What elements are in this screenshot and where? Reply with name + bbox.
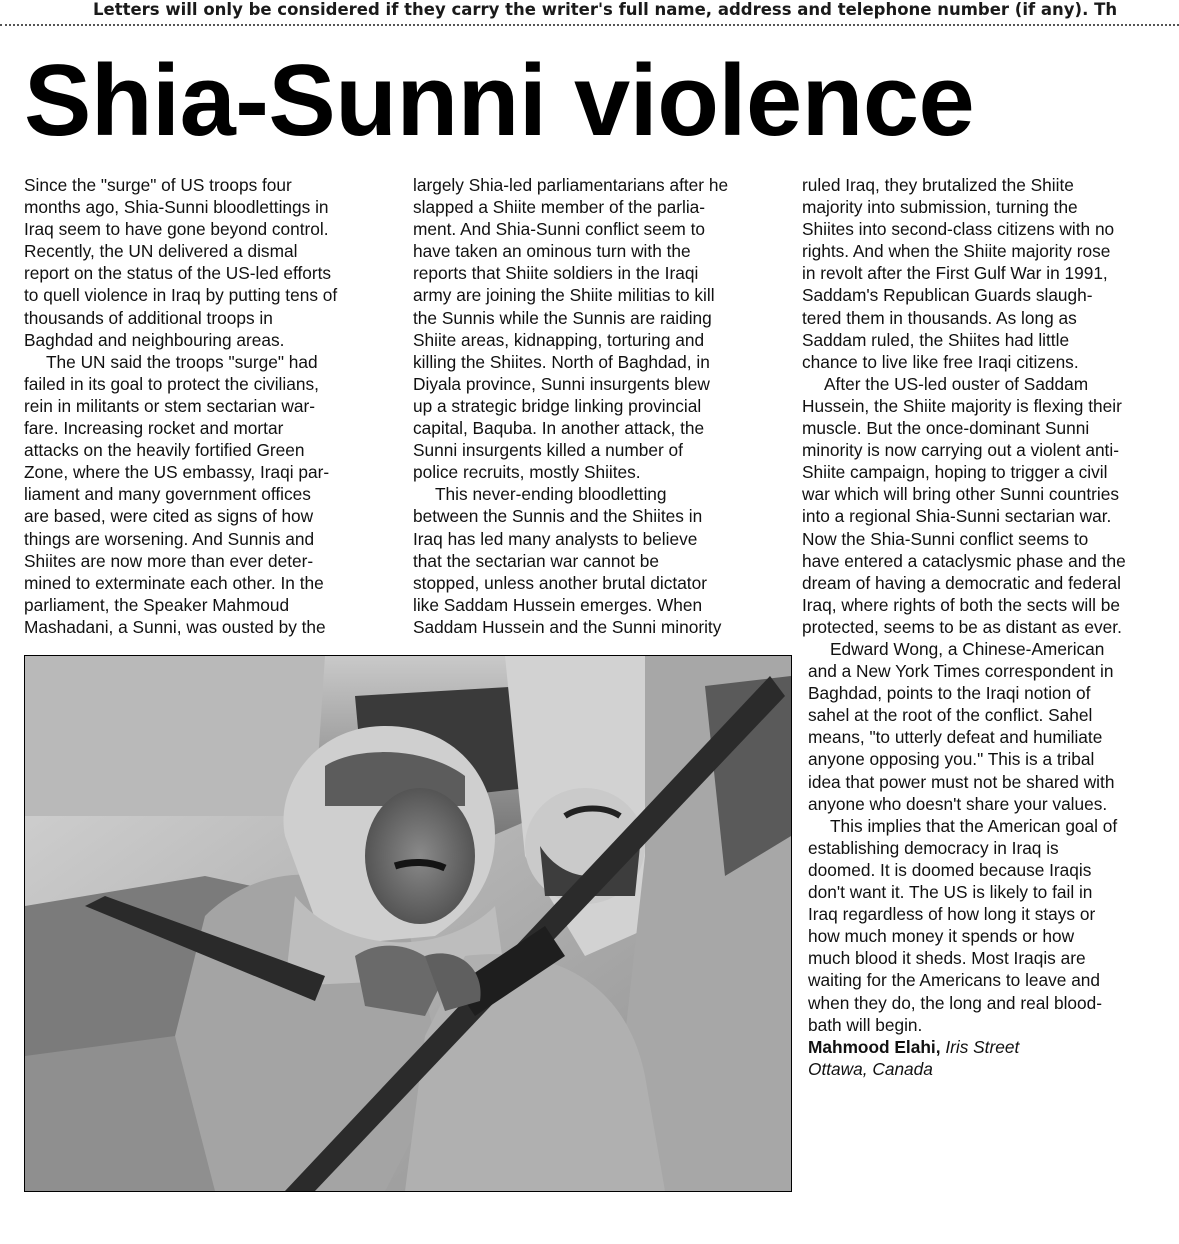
column-3-lines (808, 638, 1179, 1036)
submission-notice: Letters will only be considered if they carry the writer's full name, address and telephone number (if any). Th (93, 0, 1118, 19)
text-line: After the US-led ouster of Saddam (824, 373, 1089, 394)
signature-name: Mahmood Elahi, (808, 1036, 941, 1057)
text-line: protected, seems to be as distant as ever. (802, 616, 1122, 637)
text-line: majority into submission, turning the (802, 197, 1078, 218)
text-line: ment. And Shia-Sunni conflict seem to (413, 219, 706, 240)
photo-gunmen-in-truck (25, 656, 791, 1191)
text-line: dream of having a democratic and federal (802, 572, 1121, 593)
text-line: Recently, the UN delivered a dismal (24, 241, 298, 262)
text-line: how much money it spends or how (808, 926, 1075, 947)
text-line: fare. Increasing rocket and mortar (24, 418, 284, 439)
text-line: attacks on the heavily fortified Green (24, 440, 305, 461)
text-line: Zone, where the US embassy, Iraqi par- (24, 462, 330, 483)
text-line: ruled Iraq, they brutalized the Shiite (802, 175, 1074, 195)
text-line: rights. And when the Shiite majority rose (802, 241, 1111, 262)
text-line: when they do, the long and real blood- (808, 992, 1102, 1013)
text-line: Baghdad, points to the Iraqi notion of (808, 683, 1091, 704)
text-line: anyone who doesn't share your values. (808, 793, 1108, 814)
text-line: police recruits, mostly Shiites. (413, 462, 641, 483)
text-line: months ago, Shia-Sunni bloodlettings in (24, 197, 329, 218)
text-line: Hussein, the Shiite majority is flexing their (802, 395, 1122, 416)
article-column-2 (413, 174, 783, 638)
text-line: things are worsening. And Sunnis and (24, 528, 315, 549)
text-line: Shiite areas, kidnapping, torturing and (413, 329, 705, 350)
text-line: muscle. But the once-dominant Sunni (802, 418, 1090, 439)
article-column-3-bottom (808, 638, 1179, 1080)
text-line: chance to live like free Iraqi citizens. (802, 351, 1079, 372)
text-line: Baghdad and neighbouring areas. (24, 329, 285, 350)
text-line: Iraq regardless of how long it stays or (808, 904, 1096, 925)
text-line: tered them in thousands. As long as (802, 307, 1077, 328)
text-line: Since the "surge" of US troops four (24, 175, 292, 195)
text-line: war which will bring other Sunni countries (802, 484, 1119, 505)
text-line: much blood it sheds. Most Iraqis are (808, 948, 1086, 969)
text-line: establishing democracy in Iraq is (808, 837, 1059, 858)
signature-line (808, 1036, 1179, 1058)
text-line: army are joining the Shiite militias to kill (413, 285, 715, 306)
text-line: Edward Wong, a Chinese-American (830, 639, 1105, 659)
text-line: Sunni insurgents killed a number of (413, 440, 683, 461)
text-line: like Saddam Hussein emerges. When (413, 594, 703, 615)
text-line: idea that power must not be shared with (808, 771, 1115, 792)
text-line: don't want it. The US is likely to fail in (808, 882, 1093, 903)
text-line: Saddam ruled, the Shiites had little (802, 329, 1070, 350)
dotted-divider (0, 24, 1179, 26)
text-line: This never-ending bloodletting (435, 484, 667, 505)
article-column-3-top (802, 174, 1179, 638)
text-line: minority is now carrying out a violent anti- (802, 440, 1119, 461)
text-line: capital, Baquba. In another attack, the (413, 418, 705, 439)
text-line: parliament, the Speaker Mahmoud (24, 594, 290, 615)
signature-city: Ottawa, Canada (808, 1058, 933, 1079)
text-line: Iraq, where rights of both the sects will be (802, 594, 1120, 615)
text-line: Mashadani, a Sunni, was ousted by the (24, 616, 326, 637)
text-line: between the Sunnis and the Shiites in (413, 506, 703, 527)
text-line: mined to exterminate each other. In the (24, 572, 324, 593)
text-line: slapped a Shiite member of the parlia- (413, 197, 706, 218)
text-line: anyone opposing you." This is a tribal (808, 749, 1095, 770)
text-line: doomed. It is doomed because Iraqis (808, 859, 1092, 880)
signature-street: Iris Street (945, 1036, 1020, 1057)
text-line: Saddam's Republican Guards slaugh- (802, 285, 1093, 306)
text-line: Iraq has led many analysts to believe (413, 528, 698, 549)
text-line: stopped, unless another brutal dictator (413, 572, 707, 593)
text-line: Shiites into second-class citizens with no (802, 219, 1115, 240)
text-line: Shiites are now more than ever deter- (24, 550, 314, 571)
text-line: bath will begin. (808, 1014, 923, 1035)
text-line: that the sectarian war cannot be (413, 550, 659, 571)
text-line: sahel at the root of the conflict. Sahel (808, 705, 1093, 726)
headline: Shia-Sunni violence (24, 45, 975, 157)
text-line: Shiite campaign, hoping to trigger a civil (802, 462, 1108, 483)
news-photo (24, 655, 792, 1192)
text-line: in revolt after the First Gulf War in 1991, (802, 263, 1108, 284)
text-line: and a New York Times correspondent in (808, 661, 1114, 682)
text-line: thousands of additional troops in (24, 307, 273, 328)
text-line: The UN said the troops "surge" had (46, 351, 318, 372)
article-column-1 (24, 174, 394, 638)
text-line: into a regional Shia-Sunni sectarian war. (802, 506, 1112, 527)
text-line: This implies that the American goal of (830, 815, 1118, 836)
text-line: up a strategic bridge linking provincial (413, 395, 702, 416)
text-line: have taken an ominous turn with the (413, 241, 691, 262)
text-line: means, "to utterly defeat and humiliate (808, 727, 1103, 748)
text-line: are based, were cited as signs of how (24, 506, 314, 527)
text-line: largely Shia-led parliamentarians after he (413, 175, 729, 195)
text-line: liament and many government offices (24, 484, 311, 505)
text-line: Saddam Hussein and the Sunni minority (413, 616, 722, 637)
text-line: Diyala province, Sunni insurgents blew (413, 373, 710, 394)
text-line: report on the status of the US-led efforts (24, 263, 332, 284)
text-line: reports that Shiite soldiers in the Iraqi (413, 263, 699, 284)
text-line: waiting for the Americans to leave and (808, 970, 1101, 991)
text-line: have entered a cataclysmic phase and the (802, 550, 1126, 571)
text-line: failed in its goal to protect the civilians, (24, 373, 319, 394)
text-line: the Sunnis while the Sunnis are raiding (413, 307, 712, 328)
text-line: to quell violence in Iraq by putting tens of (24, 285, 338, 306)
text-line: rein in militants or stem sectarian war- (24, 395, 315, 416)
text-line: Now the Shia-Sunni conflict seems to (802, 528, 1089, 549)
text-line: Iraq seem to have gone beyond control. (24, 219, 329, 240)
text-line: killing the Shiites. North of Baghdad, in (413, 351, 710, 372)
